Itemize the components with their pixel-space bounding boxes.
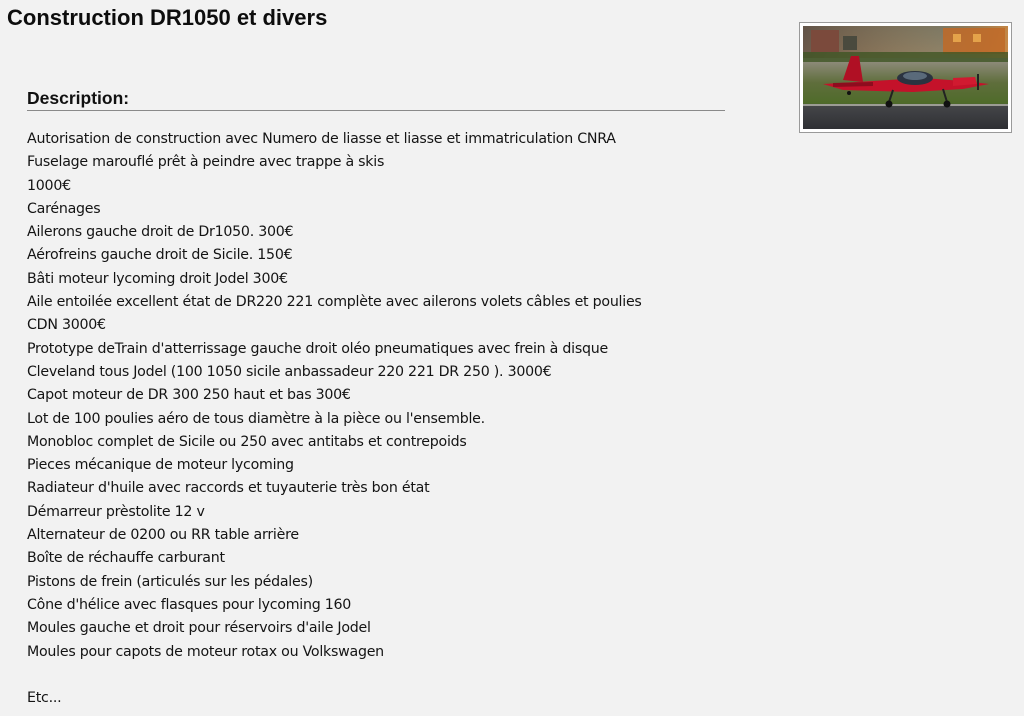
description-line: 1000€ [27, 177, 71, 194]
description-line: Capot moteur de DR 300 250 haut et bas 300€ [27, 387, 351, 404]
description-heading-label: Description: [27, 88, 130, 108]
aircraft-photo-thumbnail[interactable] [799, 22, 1012, 133]
description-line: Carénages [27, 200, 101, 217]
description-line: Monobloc complet de Sicile ou 250 avec antitabs et contrepoids [27, 433, 467, 450]
description-line: Cleveland tous Jodel (100 1050 sicile anbassadeur 220 221 DR 250 ). 3000€ [27, 363, 552, 380]
aircraft-photo [803, 26, 1008, 129]
description-line: Lot de 100 poulies aéro de tous diamètre à la pièce ou l'ensemble. [27, 410, 485, 427]
page-title: Construction DR1050 et divers [7, 5, 328, 30]
description-closing: Etc... [27, 690, 62, 707]
description-heading [27, 87, 725, 111]
description-line: Aérofreins gauche droit de Sicile. 150€ [27, 247, 293, 264]
description-line: Pistons de frein (articulés sur les pédales) [27, 573, 313, 590]
description-line: Boîte de réchauffe carburant [27, 550, 225, 567]
description-line: Autorisation de construction avec Numero de liasse et liasse et immatriculation CNRA [27, 131, 616, 147]
description-line: Ailerons gauche droit de Dr1050. 300€ [27, 224, 294, 241]
description-line: Aile entoilée excellent état de DR220 221 complète avec ailerons volets câbles et poulies [27, 294, 642, 311]
description-line: Démarreur prèstolite 12 v [27, 503, 205, 520]
description-text [27, 128, 767, 710]
description-line: Cône d'hélice avec flasques pour lycoming 160 [27, 596, 352, 613]
description-line: Moules pour capots de moteur rotax ou Volkswagen [27, 643, 384, 660]
description-line: Pieces mécanique de moteur lycoming [27, 457, 294, 474]
description-line: Radiateur d'huile avec raccords et tuyauterie très bon état [27, 480, 430, 497]
description-line: Moules gauche et droit pour réservoirs d'aile Jodel [27, 620, 371, 637]
description-line: Bâti moteur lycoming droit Jodel 300€ [27, 270, 288, 287]
description-line: Alternateur de 0200 ou RR table arrière [27, 527, 299, 544]
description-line: Prototype deTrain d'atterrissage gauche droit oléo pneumatiques avec frein à disque [27, 340, 608, 357]
description-line: CDN 3000€ [27, 317, 106, 334]
description-line: Fuselage marouflé prêt à peindre avec trappe à skis [27, 154, 385, 171]
description-spacer [27, 664, 767, 687]
